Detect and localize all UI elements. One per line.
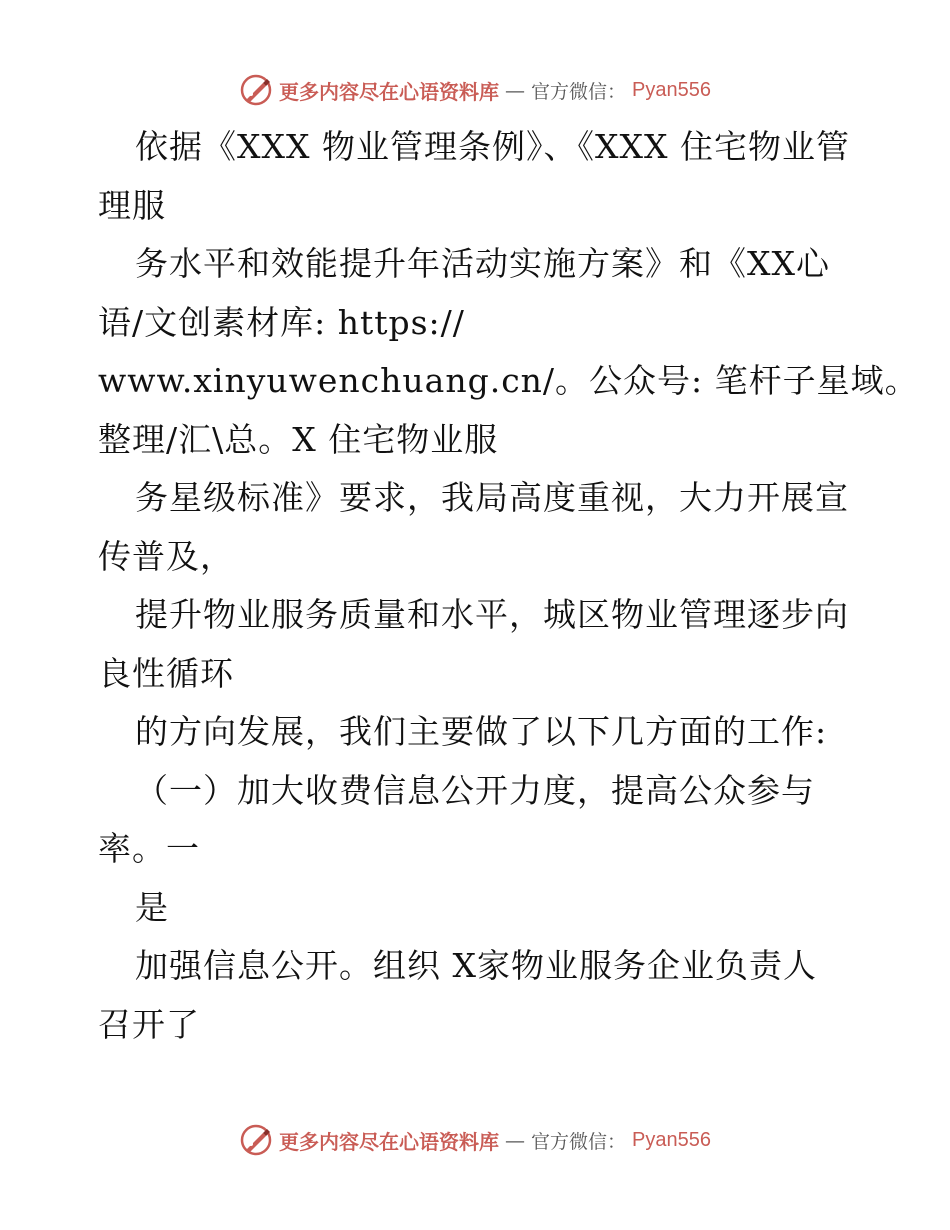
text-line: 整理/汇\总。X 住宅物业服 <box>98 419 499 459</box>
text-line: 的方向发展，我们主要做了以下几方面的工作: <box>135 712 828 751</box>
text-line: 提升物业服务质量和水平，城区物业管理逐步向 <box>135 595 849 634</box>
text-line: 理服 <box>98 185 166 225</box>
text-line: （一）加大收费信息公开力度，提高公众参与 <box>135 770 815 810</box>
text-line: 务星级标准》要求，我局高度重视，大力开展宣 <box>135 478 849 517</box>
body-text <box>98 118 919 1054</box>
text-line: 务水平和效能提升年活动实施方案》和《XX心 <box>135 244 830 283</box>
watermark-handle: Pyan556 <box>632 78 711 101</box>
text-line: 依据《XXX 物业管理条例》、《XXX 住宅物业管 <box>135 127 850 166</box>
pen-logo-icon <box>239 73 273 107</box>
watermark-label: 官方微信： <box>531 80 627 103</box>
watermark-label: 官方微信： <box>531 1130 627 1153</box>
pen-logo-icon <box>239 1123 273 1157</box>
watermark-text: 更多内容尽在心语资料库 <box>279 1129 499 1154</box>
text-line: 是 <box>135 887 169 927</box>
text-line: 语/文创素材库: https:// <box>98 302 465 342</box>
text-line: 召开了 <box>98 1004 200 1044</box>
watermark-banner-bottom <box>0 1120 950 1160</box>
text-line: 率。一 <box>98 829 200 868</box>
text-line: www.xinyuwenchuang.cn/。公众号: 笔杆子星域。 <box>98 361 919 400</box>
watermark-separator: — <box>505 1128 525 1152</box>
watermark-separator: — <box>505 78 525 102</box>
watermark-handle: Pyan556 <box>632 1128 711 1151</box>
text-line: 传普及， <box>98 536 234 576</box>
text-line: 加强信息公开。组织 X家物业服务企业负责人 <box>135 946 817 985</box>
watermark-text: 更多内容尽在心语资料库 <box>279 79 499 104</box>
watermark-banner-top <box>0 70 950 110</box>
text-line: 良性循环 <box>98 653 234 693</box>
